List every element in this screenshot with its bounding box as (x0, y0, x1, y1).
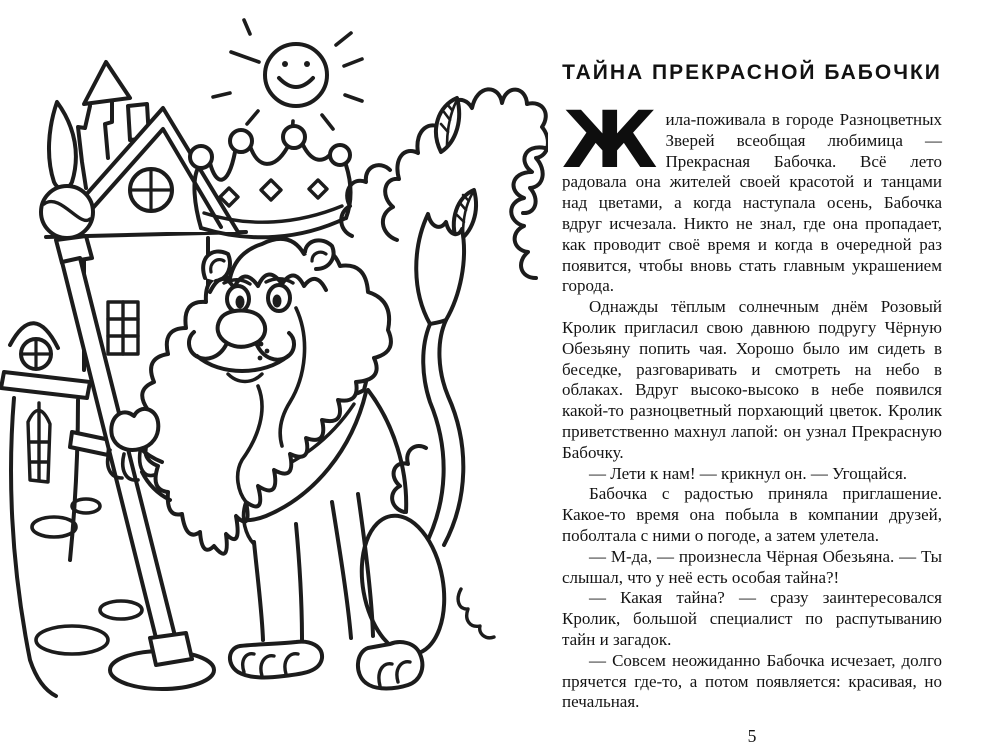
wall-window (108, 302, 138, 354)
staff-ball (41, 186, 93, 238)
drop-cap: Ж (562, 96, 658, 186)
sun-icon (213, 20, 362, 137)
tail (416, 214, 464, 548)
story-column (562, 60, 942, 747)
story-paragraph: Бабочка с радостью приняла приглашение. Какое-то время она побыла в компании друзей, поболтала с ними о погоде, а затем улетела. (562, 484, 942, 545)
front-leg (254, 524, 302, 640)
spear-tip (49, 102, 76, 189)
page-number: 5 (747, 726, 757, 747)
story-paragraph: — Какая тайна? — сразу заинтересовался Кролик, большой специалист по распутыванию тайн и загадок. (562, 588, 942, 649)
front-leg (332, 494, 373, 638)
story-paragraph (562, 96, 942, 297)
story-paragraph: Однажды тёплым солнечным днём Розовый Кролик пригласил свою давнюю подругу Чёрную Обезьяну попить чая. Хорошо было им сидеть в беседке, разговаривать и смотреть на небо в облаках. Вдруг высоко-высоко в небе появился какой-то разноцветный порхающий цветок. Кролик приветственно махнул лапой: он узнал Прекрасную Бабочку. (562, 297, 942, 462)
hind-thigh (351, 509, 454, 661)
leaf-icon (436, 98, 476, 242)
paragraph-text: ила-поживала в городе Разноцветных Зверей всеобщая любимица — Прекрасная Бабочка. Всё лето радовала она жителей своей красотой и танцами над цветами, а когда наступала осень, Бабочка вдруг исчезала. Никто не знал, где она пропадает, как проводит своё время и когда в очередной раз появится, чтобы вновь стать главным украшением города. (562, 110, 942, 296)
story-title: ТАЙНА ПРЕКРАСНОЙ БАБОЧКИ (562, 61, 942, 84)
grass-icon (458, 589, 494, 638)
tower-brim (1, 372, 90, 398)
story-paragraph: — Лети к нам! — крикнул он. — Угощайся. (589, 463, 908, 483)
lion-back (368, 390, 406, 512)
mane (140, 239, 390, 554)
arched-window (28, 403, 50, 482)
story-paragraph: — М-да, — произнесла Чёрная Обезьяна. — Ты слышал, что у неё есть особая тайна?! (562, 546, 942, 587)
nose (218, 311, 266, 347)
story-paragraph: — Совсем неожиданно Бабочка исчезает, долго прячется где-то, а потом появляется: красивая, но печальная. (562, 650, 942, 712)
